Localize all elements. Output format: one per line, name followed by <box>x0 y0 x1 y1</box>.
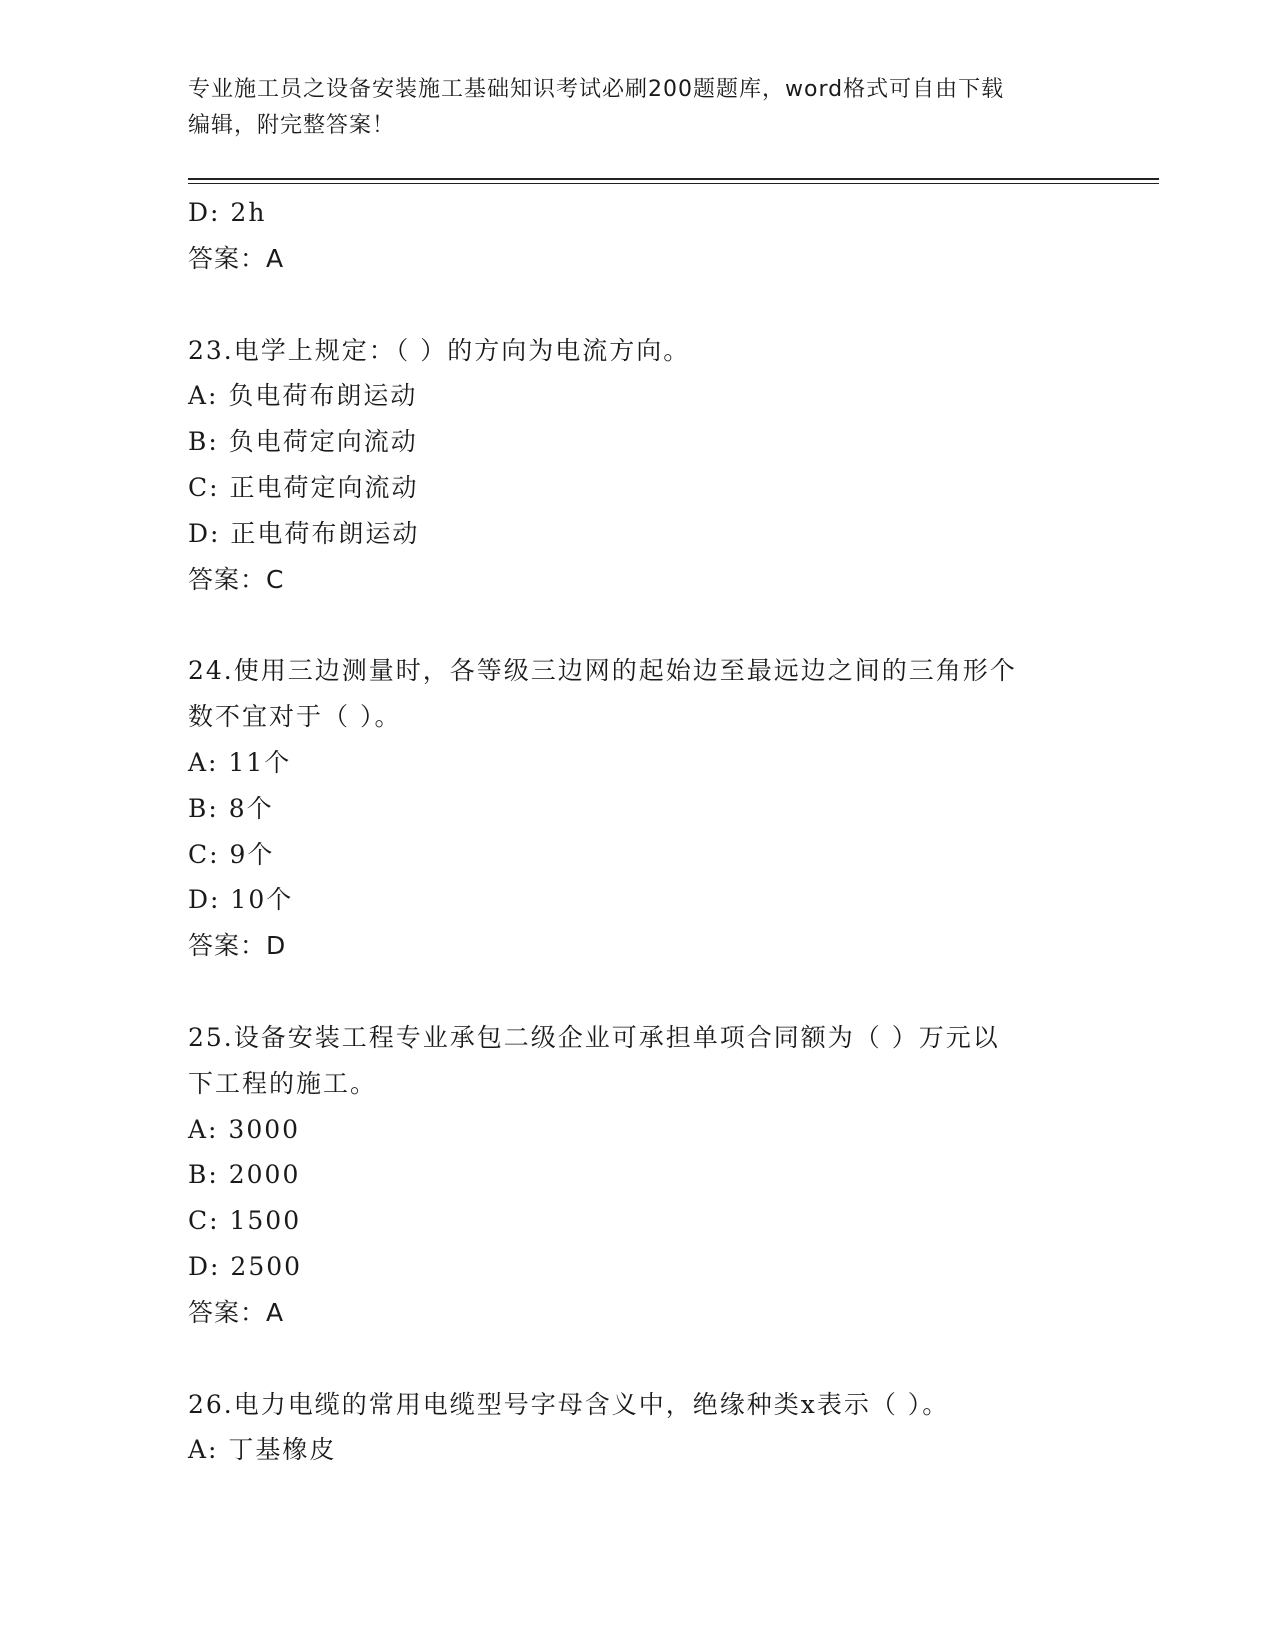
option-a: A: 丁基橡皮 <box>188 1435 337 1465</box>
spacer <box>188 969 1088 1015</box>
question-stem: 26.电力电缆的常用电缆型号字母含义中，绝缘种类x表示（ ）。 <box>188 1389 950 1419</box>
header-divider-thick <box>188 178 1159 180</box>
option-d: D: 10个 <box>188 885 294 915</box>
option-a: A: 3000 <box>188 1114 301 1144</box>
spacer <box>188 602 1088 648</box>
question-stem-continued: 数不宜对于（ ）。 <box>188 702 402 732</box>
question-block-23 <box>188 328 1088 603</box>
option-d: D: 正电荷布朗运动 <box>188 518 420 548</box>
question-block-25 <box>188 1015 1088 1336</box>
spacer <box>188 282 1088 328</box>
prev-question-option-d: D: 2h <box>188 198 267 227</box>
option-d: D: 2500 <box>188 1251 303 1281</box>
prev-question-answer: 答案：A <box>188 243 285 273</box>
question-block-26 <box>188 1382 1088 1474</box>
question-stem: 25.设备安装工程专业承包二级企业可承担单项合同额为（ ）万元以 <box>188 1022 1000 1052</box>
option-b: B: 2000 <box>188 1160 301 1190</box>
option-c: C: 1500 <box>188 1206 302 1236</box>
header-title-line-1: 专业施工员之设备安装施工基础知识考试必刷200题题库，word格式可自由下载 <box>188 77 1005 102</box>
option-a: A: 11个 <box>188 747 292 777</box>
header-title-line-2: 编辑，附完整答案！ <box>188 113 396 138</box>
question-stem-continued: 下工程的施工。 <box>188 1068 378 1098</box>
question-stem: 24.使用三边测量时，各等级三边网的起始边至最远边之间的三角形个 <box>188 656 1017 686</box>
document-content <box>188 190 1088 1473</box>
option-b: B: 8个 <box>188 793 274 823</box>
option-c: C: 正电荷定向流动 <box>188 472 419 502</box>
header-divider-thin <box>188 183 1159 184</box>
answer: 答案：C <box>188 564 285 594</box>
answer: 答案：A <box>188 1297 285 1327</box>
option-b: B: 负电荷定向流动 <box>188 427 418 457</box>
answer: 答案：D <box>188 931 287 961</box>
document-header <box>188 72 1088 144</box>
spacer <box>188 1336 1088 1382</box>
option-c: C: 9个 <box>188 839 275 869</box>
question-stem: 23.电学上规定：（ ）的方向为电流方向。 <box>188 335 691 365</box>
option-a: A: 负电荷布朗运动 <box>188 381 418 411</box>
question-block-24 <box>188 648 1088 969</box>
